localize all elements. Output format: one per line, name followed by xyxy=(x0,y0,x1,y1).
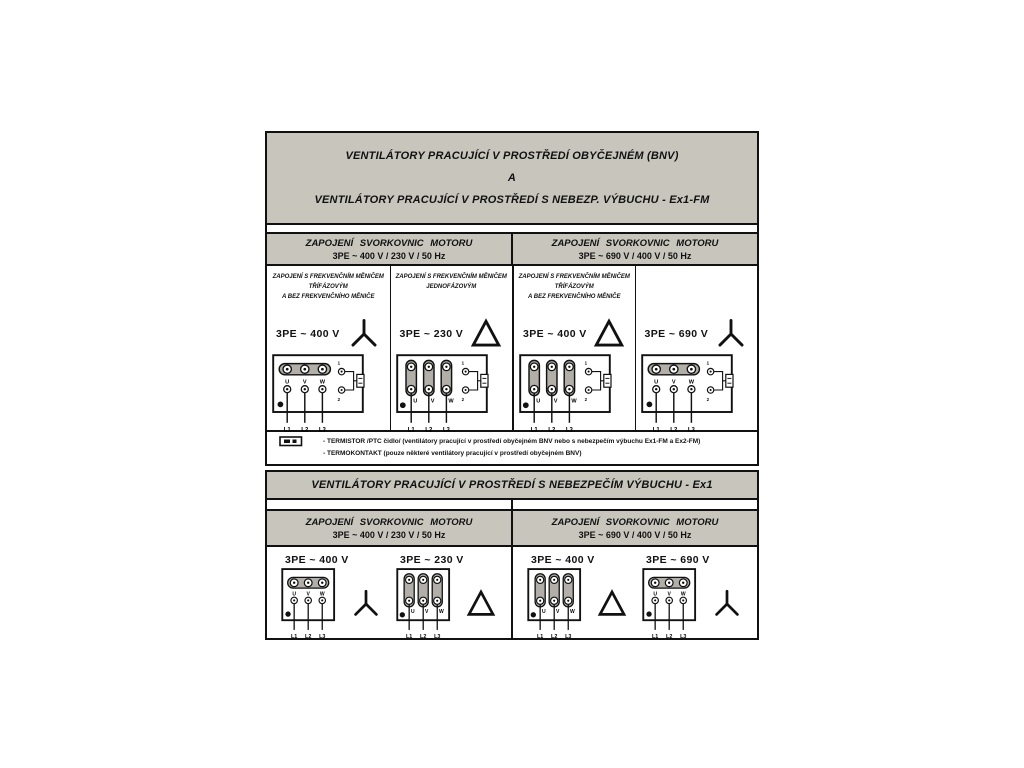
block2-left-half xyxy=(267,547,511,638)
block1-header-left xyxy=(267,234,511,264)
voltage-label: 3PE ~ 690 V xyxy=(646,554,710,566)
subheader-line2: TŘÍFÁZOVÝM xyxy=(308,284,348,291)
subheader-line2: JEDNOFÁZOVÝM xyxy=(426,284,477,291)
star-connection-symbol xyxy=(711,588,743,620)
star-connection-symbol xyxy=(350,588,382,620)
subheader-line3: A BEZ FREKVENČNÍHO MĚNIČE xyxy=(282,294,375,301)
voltage-row xyxy=(276,317,381,351)
delta-connection-symbol xyxy=(596,588,628,620)
subheader-line3: A BEZ FREKVENČNÍHO MĚNIČE xyxy=(528,294,621,301)
terminal-box-diagram xyxy=(641,354,745,439)
block2-header-right xyxy=(511,511,757,545)
header-title: ZAPOJENÍ SVORKOVNIC MOTORU xyxy=(551,516,719,528)
block1-title-line2: A xyxy=(507,172,517,184)
delta-connection-symbol xyxy=(592,317,626,351)
unit-body xyxy=(281,568,382,640)
column-subheader xyxy=(516,272,633,303)
header-voltage: 3PE ~ 400 V / 230 V / 50 Hz xyxy=(332,250,446,261)
block2-right-half xyxy=(511,547,757,638)
voltage-row xyxy=(523,317,626,351)
wiring-column-4 xyxy=(635,266,758,430)
subheader-line1: ZAPOJENÍ S FREKVENČNÍM MĚNIČEM xyxy=(395,274,507,280)
voltage-row xyxy=(400,317,504,351)
legend-line2: - TERMOKONTAKT (pouze některé ventilátory pracující v prostředí obyčejném BNV) xyxy=(323,449,582,457)
wiring-unit-4 xyxy=(642,552,743,638)
terminal-box-diagram xyxy=(396,354,500,439)
unit-body xyxy=(527,568,628,640)
header-title: ZAPOJENÍ SVORKOVNIC MOTORU xyxy=(551,237,719,249)
voltage-row xyxy=(645,317,749,351)
wiring-column-2 xyxy=(390,266,513,430)
terminal-box-diagram xyxy=(519,354,623,439)
panel-ex1 xyxy=(265,470,759,640)
block1-header-row xyxy=(267,234,757,266)
wiring-unit-2 xyxy=(396,552,497,638)
block2-gap-row xyxy=(267,500,757,511)
header-title: ZAPOJENÍ SVORKOVNIC MOTORU xyxy=(305,516,473,528)
unit-body xyxy=(642,568,743,640)
legend-line1: - TERMISTOR /PTC čidlo/ (ventilátory pracující v prostředí obyčejném BNV nebo s nebezpečím výbuchu Ex1-FM a Ex2-FM) xyxy=(323,438,701,445)
legend-text xyxy=(323,436,700,459)
terminal-box-diagram xyxy=(527,568,585,640)
block1-title-bar xyxy=(267,133,757,225)
block2-title-bar xyxy=(267,472,757,500)
header-voltage: 3PE ~ 400 V / 230 V / 50 Hz xyxy=(332,529,446,540)
header-title: ZAPOJENÍ SVORKOVNIC MOTORU xyxy=(305,237,473,249)
star-connection-symbol xyxy=(714,317,748,351)
terminal-box-diagram xyxy=(396,568,454,640)
block1-title-line3: VENTILÁTORY PRACUJÍCÍ V PROSTŘEDÍ S NEBEZP. VÝBUCHU - Ex1-FM xyxy=(314,194,710,206)
voltage-label: 3PE ~ 690 V xyxy=(644,328,709,340)
gap-left xyxy=(267,500,511,509)
voltage-label: 3PE ~ 400 V xyxy=(276,328,340,340)
block2-main-row xyxy=(267,547,757,638)
block2-title: VENTILÁTORY PRACUJÍCÍ V PROSTŘEDÍ S NEBEZPEČÍM VÝBUCHU - Ex1 xyxy=(311,479,713,491)
wiring-column-3 xyxy=(512,266,635,430)
delta-connection-symbol xyxy=(465,588,497,620)
column-subheader xyxy=(393,272,511,292)
block2-header-left xyxy=(267,511,511,545)
block2-header-row xyxy=(267,511,757,547)
block1-gap-row xyxy=(267,225,757,234)
voltage-label: 3PE ~ 400 V xyxy=(531,554,595,566)
wiring-unit-1 xyxy=(281,552,382,638)
star-connection-symbol xyxy=(347,317,381,351)
wiring-column-1 xyxy=(267,266,390,430)
voltage-label: 3PE ~ 230 V xyxy=(399,328,464,340)
subheader-line1: ZAPOJENÍ S FREKVENČNÍM MĚNIČEM xyxy=(518,274,630,280)
unit-body xyxy=(396,568,497,640)
voltage-label: 3PE ~ 230 V xyxy=(400,554,464,566)
delta-connection-symbol xyxy=(469,317,503,351)
block1-title-line1: VENTILÁTORY PRACUJÍCÍ V PROSTŘEDÍ OBYČEJNÉM (BNV) xyxy=(345,150,679,162)
terminal-box-diagram xyxy=(642,568,700,640)
terminal-box-diagram xyxy=(281,568,339,640)
wiring-unit-3 xyxy=(527,552,628,638)
voltage-label: 3PE ~ 400 V xyxy=(285,554,349,566)
subheader-line1: ZAPOJENÍ S FREKVENČNÍM MĚNIČEM xyxy=(272,274,384,280)
block1-header-right xyxy=(511,234,757,264)
header-voltage: 3PE ~ 690 V / 400 V / 50 Hz xyxy=(578,529,692,540)
header-voltage: 3PE ~ 690 V / 400 V / 50 Hz xyxy=(578,250,692,261)
terminal-box-diagram xyxy=(272,354,376,439)
subheader-line2: TŘÍFÁZOVÝM xyxy=(554,284,594,291)
panel-bnv-ex1fm xyxy=(265,131,759,466)
block1-main-row xyxy=(267,266,757,430)
voltage-label: 3PE ~ 400 V xyxy=(523,328,587,340)
gap-right xyxy=(511,500,757,509)
column-subheader xyxy=(269,272,388,303)
